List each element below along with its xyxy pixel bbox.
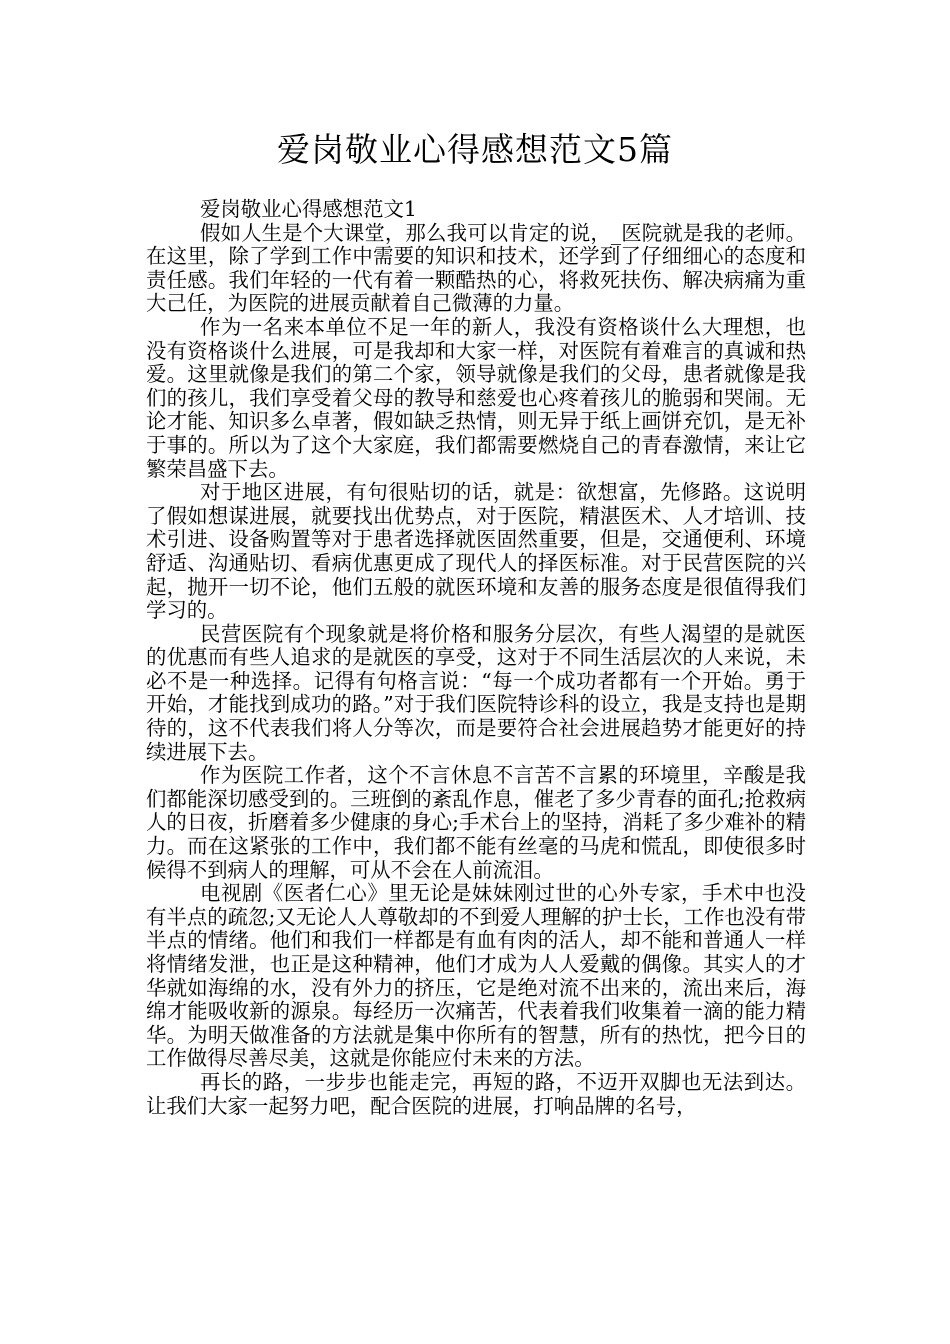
paragraph-6: 电视剧《医者仁心》里无论是妹妹刚过世的心外专家，手术中也没有半点的疏忽;又无论人人尊敬却的不到爱人理解的护士长，工作也没有带半点的情绪。他们和我们一样都是有血有肉的活人，却不能和普通人一样将情绪发泄，也正是这种精神，他们才成为人人爱戴的偶像。其实人的才华就如海绵的水，没有外力的挤压，它是绝对流不出来的，流出来后，海绵才能吸收新的源泉。每经历一次痛苦，代表着我们收集着一滴的能力精华。为明天做准备的方法就是集中你所有的智慧，所有的热忱，把今日的工作做得尽善尽美，这就是你能应付未来的方法。	[146, 881, 806, 1071]
section-heading: 爱岗敬业心得感想范文1	[200, 197, 417, 221]
paragraph-7: 再长的路，一步步也能走完，再短的路，不迈开双脚也无法到达。让我们大家一起努力吧，配合医院的进展，打响品牌的名号，	[146, 1069, 806, 1118]
paragraph-2: 作为一名来本单位不足一年的新人，我没有资格谈什么大理想，也没有资格谈什么进展，可是我却和大家一样，对医院有着难言的真诚和热爱。这里就像是我们的第二个家，领导就像是我们的父母，患者就像是我们的孩儿，我们享受着父母的教导和慈爱也心疼着孩儿的脆弱和哭闹。无论才能、知识多么卓著，假如缺乏热情，则无异于纸上画饼充饥，是无补于事的。所以为了这个大家庭，我们都需要燃烧自己的青春激情，来让它繁荣昌盛下去。	[146, 314, 806, 481]
paragraph-5: 作为医院工作者，这个不言休息不言苦不言累的环境里，辛酸是我们都能深切感受到的。三班倒的紊乱作息，催老了多少青春的面孔;抢救病人的日夜，折磨着多少健康的身心;手术台上的坚持，消耗了多少难补的精力。而在这紧张的工作中，我们都不能有丝毫的马虎和慌乱，即使很多时候得不到病人的理解，可从不会在人前流泪。	[146, 763, 806, 882]
document-body	[146, 198, 806, 1118]
paragraph-3: 对于地区进展，有句很贴切的话，就是：欲想富，先修路。这说明了假如想谋进展，就要找出优势点，对于医院，精湛医术、人才培训、技术引进、设备购置等对于患者选择就医固然重要，但是，交通便利、环境舒适、沟通贴切、看病优惠更成了现代人的择医标准。对于民营医院的兴起，抛开一切不论，他们五般的就医环境和友善的服务态度是很值得我们学习的。	[146, 480, 806, 623]
document-title: 爱岗敬业心得感想范文5篇	[277, 130, 673, 169]
paragraph-1: 假如人生是个大课堂，那么我可以肯定的说，_医院就是我的老师。在这里，除了学到工作中需要的知识和技术，还学到了仔细细心的态度和责任感。我们年轻的一代有着一颗酷热的心，将救死扶伤、解决病痛为重大己任，为医院的进展贡献着自己微薄的力量。	[146, 220, 806, 316]
paragraph-4: 民营医院有个现象就是将价格和服务分层次，有些人渴望的是就医的优惠而有些人追求的是就医的享受，这对于不同生活层次的人来说，未必不是一种选择。记得有句格言说：“每一个成功者都有一个开始。勇于开始，才能找到成功的路。”对于我们医院特诊科的设立，我是支持也是期待的，这不代表我们将人分等次，而是要符合社会进展趋势才能更好的持续进展下去。	[146, 621, 806, 764]
